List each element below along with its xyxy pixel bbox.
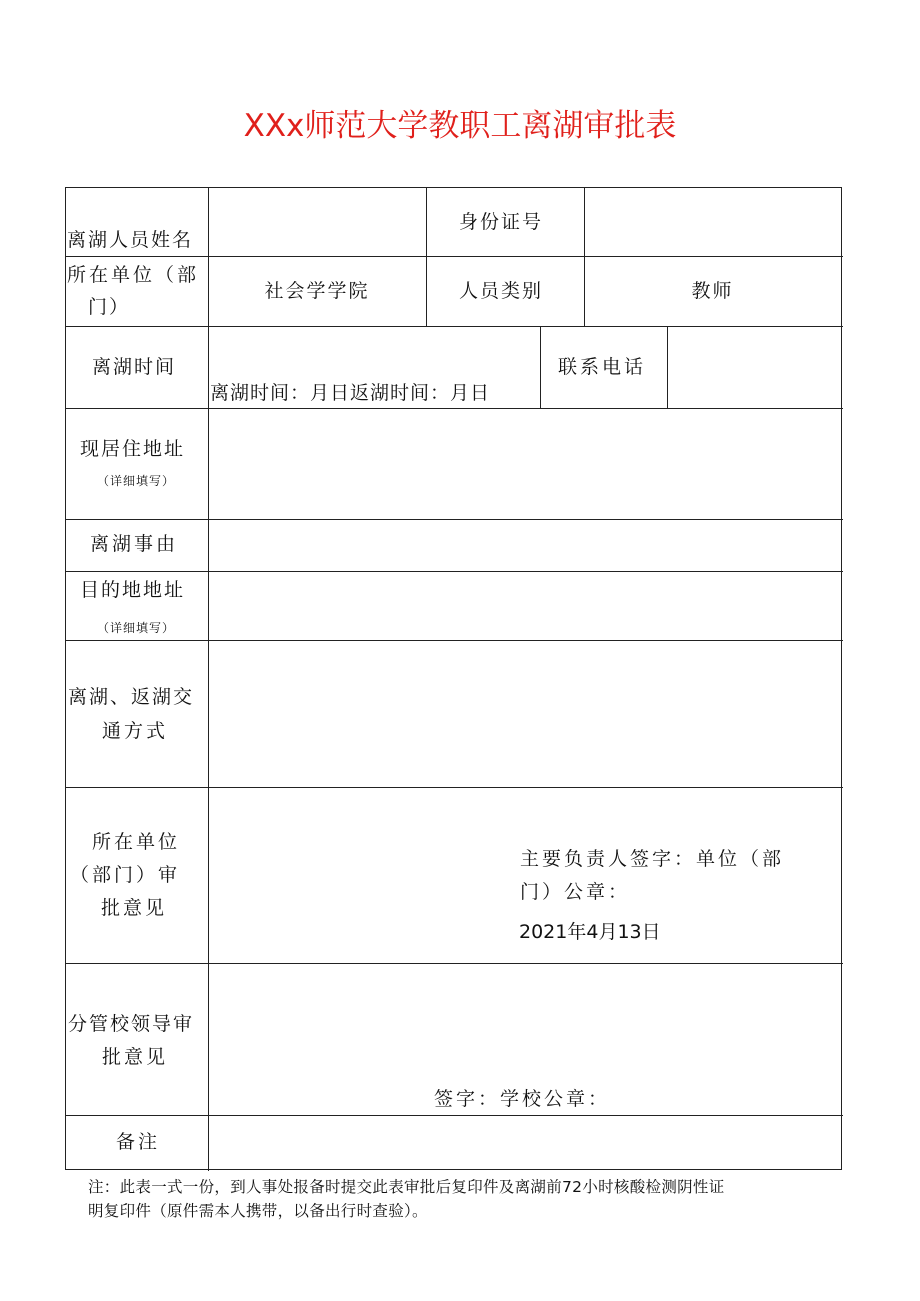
footnote [88, 1175, 848, 1223]
unit-value[interactable]: 社会学学院 [264, 280, 370, 302]
current-address-label: 现居住地址 [80, 438, 186, 460]
id-number-label: 身份证号 [459, 211, 544, 233]
remark-label: 备注 [116, 1131, 161, 1153]
row-divider [66, 256, 843, 257]
footnote-line: 明复印件（原件需本人携带，以备出行时查验）。 [88, 1202, 428, 1220]
column-divider [426, 188, 427, 326]
name-field[interactable] [212, 200, 422, 250]
row-divider [66, 571, 843, 572]
leave-time-field[interactable]: 离湖时间：月日返湖时间：月日 [210, 382, 491, 404]
row-divider [66, 519, 843, 520]
row-divider [66, 408, 843, 409]
form-title: XXx师范大学教职工离湖审批表 [243, 108, 677, 144]
row-divider [66, 326, 843, 327]
transport-label-cont: 通方式 [102, 720, 169, 742]
unit-label-cont: 门） [88, 296, 131, 318]
reason-label: 离湖事由 [90, 533, 179, 555]
unit-approval-date: 2021年4月13日 [519, 921, 661, 943]
leader-approval-label-cont: 批意见 [102, 1046, 169, 1068]
id-number-field[interactable] [587, 200, 837, 250]
unit-approval-label-end: 批意见 [101, 897, 168, 919]
row-divider [66, 1115, 843, 1116]
row-divider [66, 787, 843, 788]
column-divider [667, 326, 668, 408]
staff-type-label: 人员类别 [459, 280, 544, 302]
unit-approval-sign: 主要负责人签字：单位（部 [520, 848, 785, 870]
phone-label: 联系电话 [558, 356, 647, 378]
current-address-hint: （详细填写） [97, 474, 176, 488]
destination-label: 目的地地址 [80, 579, 186, 601]
column-divider [584, 188, 585, 326]
phone-field[interactable] [670, 340, 835, 390]
destination-hint: （详细填写） [97, 621, 176, 635]
column-divider [540, 326, 541, 408]
leave-time-label: 离湖时间 [92, 356, 177, 378]
name-label: 离湖人员姓名 [67, 229, 194, 251]
staff-type-value[interactable]: 教师 [691, 280, 734, 302]
row-divider [66, 640, 843, 641]
leader-approval-sign: 签字：学校公章： [434, 1088, 611, 1110]
column-divider [208, 188, 209, 1171]
transport-label: 离湖、返湖交 [68, 686, 195, 708]
unit-approval-label-cont: （部门）审 [70, 864, 181, 886]
leader-approval-label: 分管校领导审 [68, 1013, 195, 1035]
unit-label: 所在单位（部 [67, 264, 200, 286]
footnote-line: 注：此表一式一份，到人事处报备时提交此表审批后复印件及离湖前72小时核酸检测阴性证 [88, 1178, 725, 1196]
unit-approval-label: 所在单位 [92, 831, 181, 853]
row-divider [66, 963, 843, 964]
unit-approval-seal: 门）公章： [520, 881, 631, 903]
